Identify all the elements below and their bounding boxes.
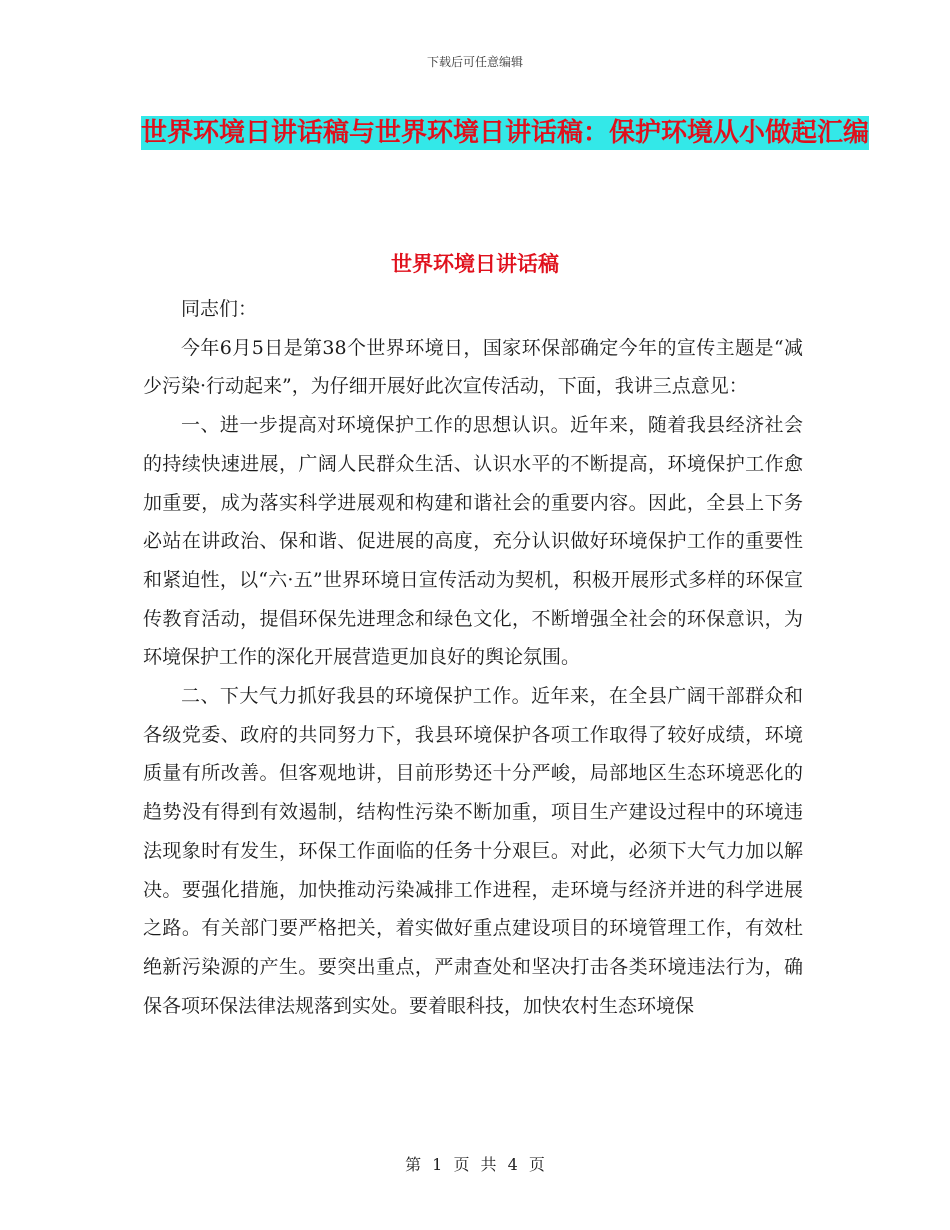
- header-note: 下载后可任意编辑: [426, 55, 523, 69]
- section-title: 世界环境日讲话稿: [391, 252, 559, 276]
- paragraph-intro: 今年6月5日是第38个世界环境日，国家环保部确定今年的宣传主题是“减少污染·行动起来”，为仔细开展好此次宣传活动，下面，我讲三点意见：: [143, 336, 803, 398]
- paragraph-point-one: 一、进一步提高对环境保护工作的思想认识。近年来，随着我县经济社会的持续快速进展，广阔人民群众生活、认识水平的不断提高，环境保护工作愈加重要，成为落实科学进展观和构建和谐社会的重要内容。因此，全县上下务必站在讲政治、保和谐、促进展的高度，充分认识做好环境保护工作的重要性和紧迫性，以“六·五”世界环境日宣传活动为契机，积极开展形式多样的环保宣传教育活动，提倡环保先进理念和绿色文化，不断增强全社会的环保意识，为环境保护工作的深化开展营造更加良好的舆论氛围。: [143, 414, 803, 669]
- document-title-text: 世界环境日讲话稿与世界环境日讲话稿：保护环境从小做起汇编: [140, 118, 869, 148]
- document-title: [140, 108, 870, 158]
- document-body: [143, 290, 803, 1025]
- salutation: 同志们：: [181, 298, 258, 320]
- paragraph-point-two: 二、下大气力抓好我县的环境保护工作。近年来，在全县广阔干部群众和各级党委、政府的共同努力下，我县环境保护各项工作取得了较好成绩，环境质量有所改善。但客观地讲，目前形势还十分严峻，局部地区生态环境恶化的趋势没有得到有效遏制，结构性污染不断加重，项目生产建设过程中的环境违法现象时有发生，环保工作面临的任务十分艰巨。对此，必须下大气力加以解决。要强化措施，加快推动污染减排工作进程，走环境与经济并进的科学进展之路。有关部门要严格把关，着实做好重点建设项目的环境管理工作，有效杜绝新污染源的产生。要突出重点，严肃查处和坚决打击各类环境违法行为，确保各项环保法律法规落到实处。要着眼科技，加快农村生态环境保: [143, 685, 803, 1017]
- page-number: 第 1 页 共 4 页: [405, 1155, 545, 1174]
